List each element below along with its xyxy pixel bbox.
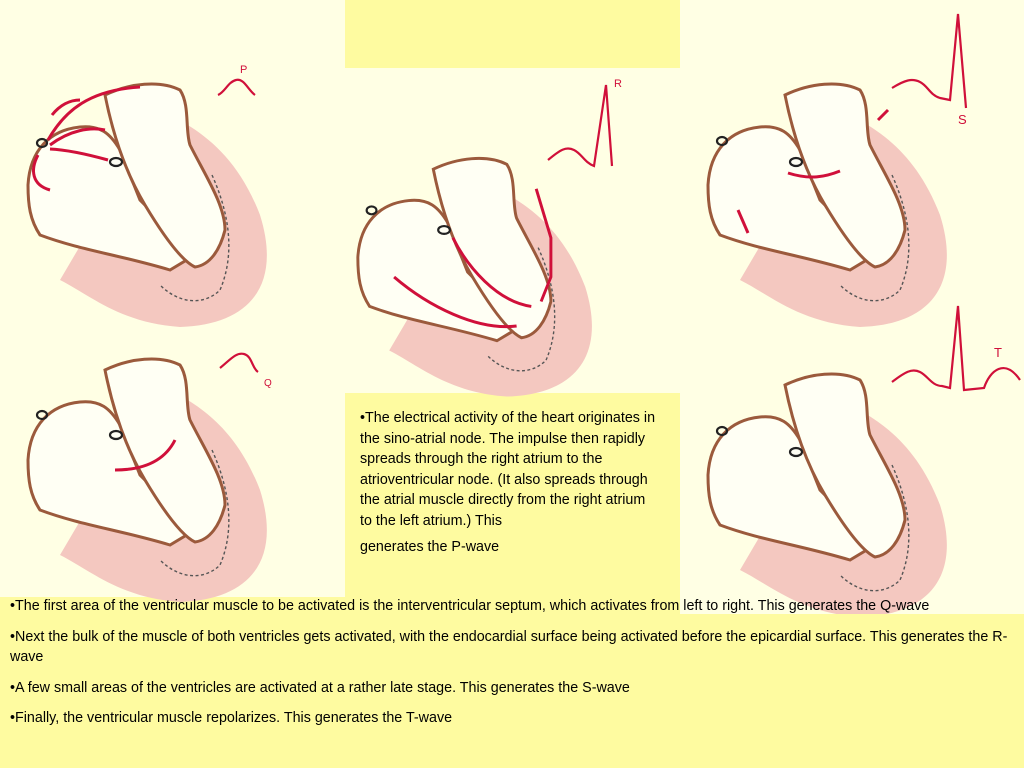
q-wave-trace — [220, 354, 258, 372]
p-wave-trace — [218, 80, 255, 95]
r-wave-trace — [548, 85, 612, 166]
p-wave-label: P — [240, 64, 248, 76]
bullet-r-wave: •Next the bulk of the muscle of both ventricles gets activated, with the endocardial surface being activated before the epicardial surface. This generates the R-wave — [10, 628, 1008, 665]
r-wave-label: R — [614, 78, 622, 90]
sa-node-description-tail: generates the P-wave — [360, 539, 500, 555]
heart-p-wave — [28, 84, 267, 327]
q-wave-label: Q — [264, 378, 272, 389]
s-wave-trace — [892, 14, 966, 108]
bullet-t-wave: •Finally, the ventricular muscle repolarizes. This generates the T-wave — [10, 710, 453, 726]
heart-q-wave — [28, 359, 267, 602]
bullet-q-wave: •The first area of the ventricular muscle to be activated is the interventricular septum, which activates from left to right. This generates the Q-wave — [10, 598, 930, 614]
t-wave-label: T — [994, 345, 1002, 360]
s-wave-label: S — [958, 112, 967, 127]
bullet-s-wave: •A few small areas of the ventricles are activated at a rather late stage. This generates the S-wave — [10, 679, 630, 696]
bullet-list — [10, 596, 1010, 739]
sa-node-description — [360, 408, 660, 558]
heart-s-wave — [708, 84, 947, 327]
sa-node-description-main: •The electrical activity of the heart originates in the sino-atrial node. The impulse then rapidly spreads through the right atrium to the atrioventricular node. (It also spreads through the atrial muscle directly from the right atrium to the left atrium.) This — [360, 410, 656, 529]
heart-r-wave — [358, 158, 592, 396]
heart-t-wave — [708, 374, 947, 614]
